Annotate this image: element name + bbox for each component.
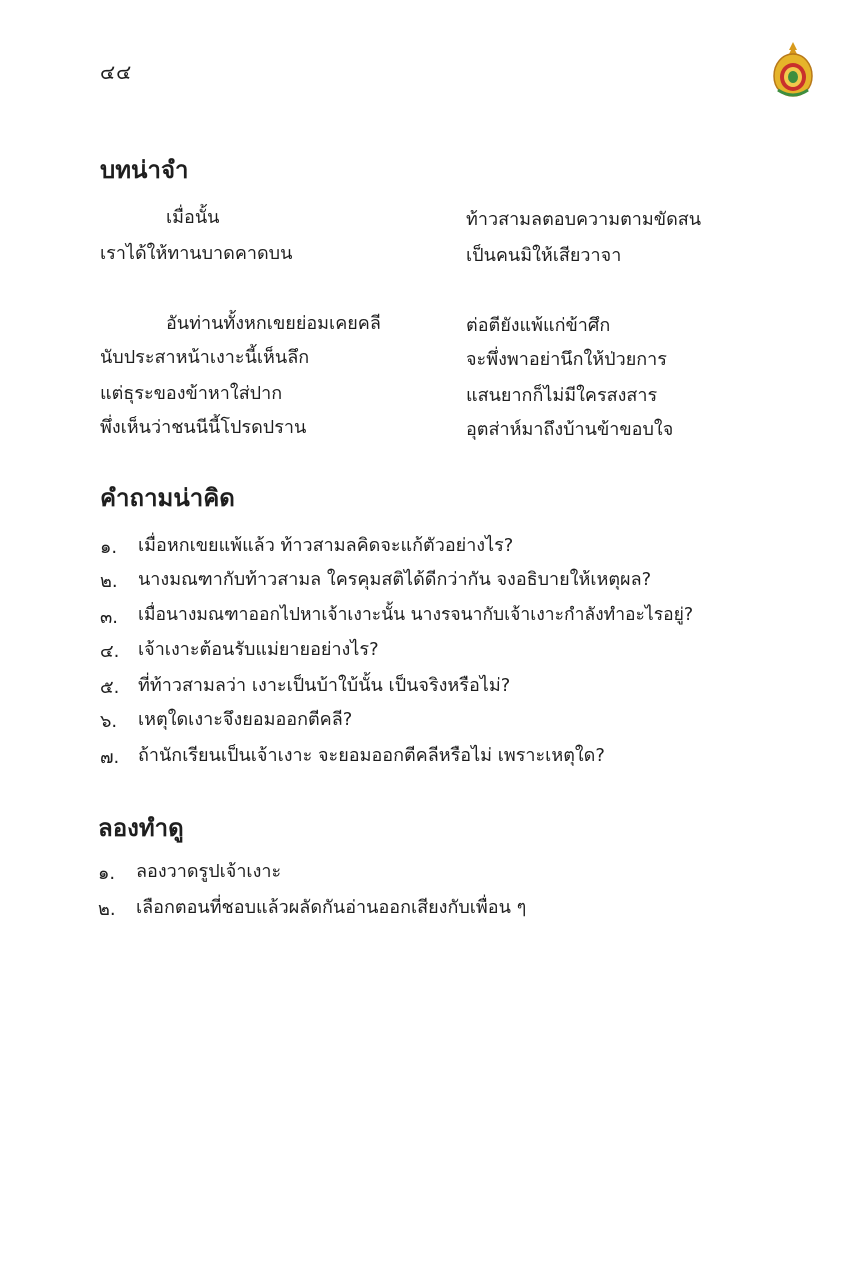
question-text: เจ้าเงาะต้อนรับแม่ยายอย่างไร? (138, 639, 379, 660)
activity-text: ลองวาดรูปเจ้าเงาะ (136, 861, 282, 882)
activities-heading: ลองทำดู (98, 814, 184, 842)
page-number: ๔๔ (100, 60, 133, 84)
question-number: ๔. (100, 641, 120, 662)
question-number: ๕. (100, 677, 120, 698)
poem-line: เมื่อนั้น (166, 207, 220, 228)
activity-number: ๒. (98, 899, 116, 920)
activity-text: เลือกตอนที่ชอบแล้วผลัดกันอ่านออกเสียงกับเพื่อน ๆ (136, 897, 527, 918)
poem-line: นับประสาหน้าเงาะนี้เห็นลึก (100, 347, 310, 368)
poem-line: แสนยากก็ไม่มีใครสงสาร (466, 385, 658, 406)
question-number: ๓. (100, 607, 119, 628)
poem-line: อุตส่าห์มาถึงบ้านข้าขอบใจ (466, 419, 674, 440)
poem-line: ท้าวสามลตอบความตามขัดสน (466, 209, 702, 230)
question-text: นางมณฑากับท้าวสามล ใครคุมสติได้ดีกว่ากัน จงอธิบายให้เหตุผล? (138, 569, 652, 590)
question-number: ๖. (100, 711, 118, 732)
poem-line: ต่อตียังแพ้แก่ข้าศึก (466, 315, 611, 336)
poem-line: จะพึ่งพาอย่านึกให้ป่วยการ (466, 349, 667, 370)
question-number: ๒. (100, 571, 118, 592)
activity-number: ๑. (98, 863, 116, 884)
question-text: เมื่อหกเขยแพ้แล้ว ท้าวสามลคิดจะแก้ตัวอย่างไร? (138, 535, 514, 556)
poem-line: แต่ธุระของข้าหาใส่ปาก (100, 383, 283, 404)
poem-heading: บทน่าจำ (100, 156, 189, 184)
question-text: ที่ท้าวสามลว่า เงาะเป็นบ้าใบ้นั้น เป็นจริงหรือไม่? (138, 675, 511, 696)
poem-line: เราได้ให้ทานบาดคาดบน (100, 243, 293, 264)
poem-line: เป็นคนมิให้เสียวาจา (466, 245, 622, 266)
poem-line: อันท่านทั้งหกเขยย่อมเคยคลี (166, 313, 381, 334)
question-number: ๗. (100, 747, 120, 768)
question-number: ๑. (100, 537, 118, 558)
question-text: เมื่อนางมณฑาออกไปหาเจ้าเงาะนั้น นางรจนากับเจ้าเงาะกำลังทำอะไรอยู่? (138, 605, 694, 625)
poem-line: พึ่งเห็นว่าชนนีนี้โปรดปราน (100, 417, 307, 438)
ministry-emblem-logo (770, 40, 816, 100)
question-text: ถ้านักเรียนเป็นเจ้าเงาะ จะยอมออกตีคลีหรือไม่ เพราะเหตุใด? (138, 745, 605, 766)
question-text: เหตุใดเงาะจึงยอมออกตีคลี? (138, 709, 353, 730)
questions-heading: คำถามน่าคิด (100, 484, 235, 512)
